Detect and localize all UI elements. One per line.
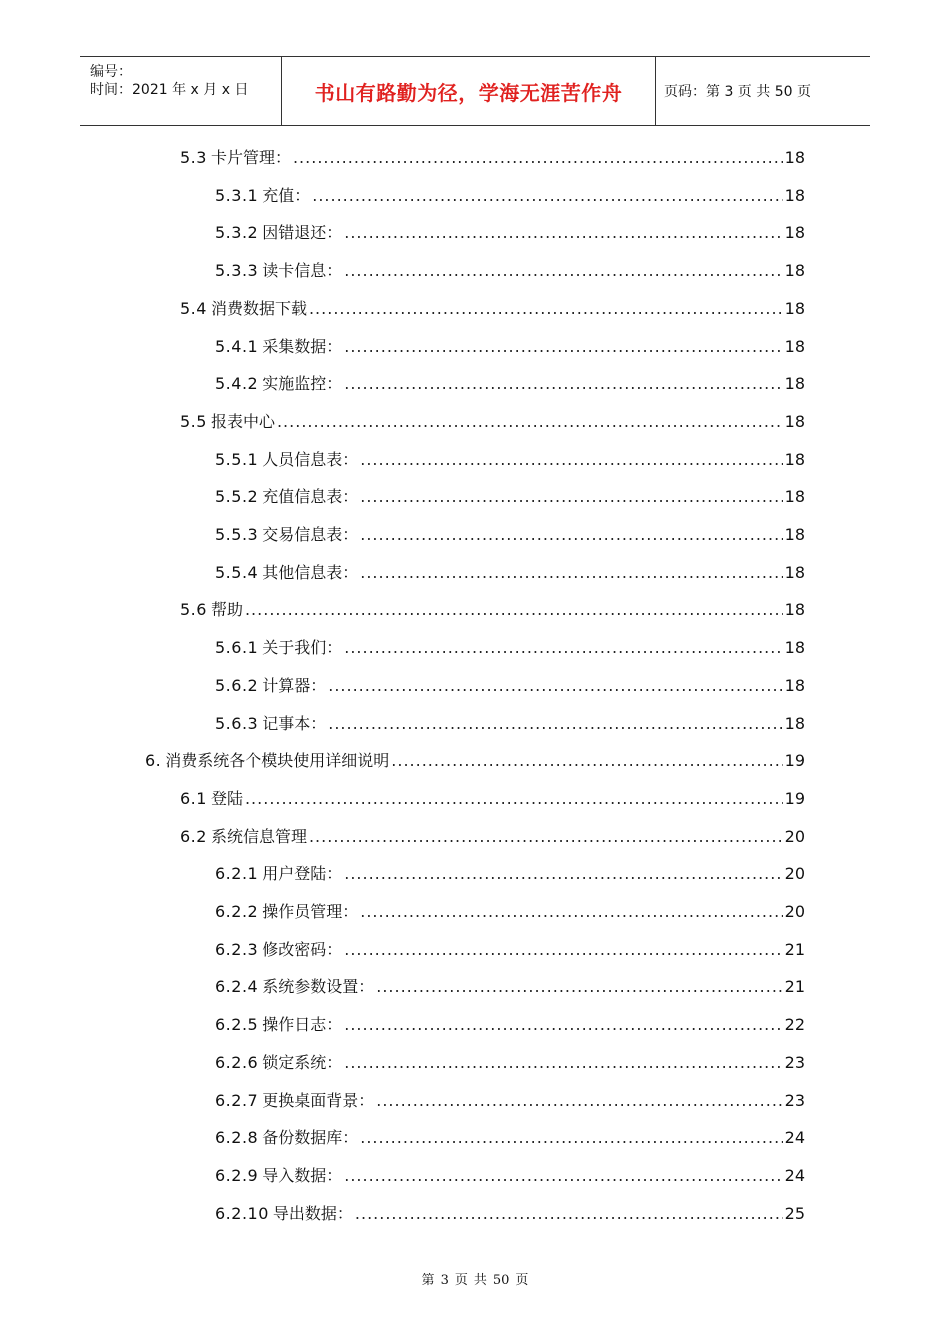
toc-entry[interactable] [215, 1201, 805, 1225]
toc-entry-number: 5.4.1 [215, 337, 259, 356]
header-motto: 书山有路勤为径，学海无涯苦作舟 [314, 80, 623, 105]
toc-entry-page: 19 [784, 751, 805, 770]
toc-entry-title: 导出数据： [272, 1204, 353, 1223]
header-page-cell [656, 57, 870, 125]
toc-entry-title: 关于我们： [262, 638, 343, 657]
toc-entry-title: 帮助 [210, 600, 243, 619]
toc-entry-title: 交易信息表： [262, 525, 359, 544]
document-time-label: 时间：2021 年 x 月 x 日 [90, 82, 249, 98]
toc-entry-number: 5.5.4 [215, 563, 259, 582]
toc-entry[interactable] [180, 597, 805, 621]
toc-entry[interactable] [215, 183, 805, 207]
toc-entry-number: 6.2.9 [215, 1166, 259, 1185]
toc-entry[interactable] [215, 711, 805, 735]
toc-entry-page: 18 [784, 186, 805, 205]
toc-entry-page: 18 [784, 525, 805, 544]
toc-entry-page: 20 [784, 864, 805, 883]
toc-entry[interactable] [180, 824, 805, 848]
toc-leader-dots [360, 1128, 782, 1147]
header-meta-cell [80, 57, 282, 125]
toc-entry-page: 22 [784, 1015, 805, 1034]
toc-entry-number: 5.6 [180, 600, 207, 619]
footer-page-number: 3 [440, 1273, 449, 1288]
toc-entry-page: 24 [784, 1166, 805, 1185]
toc-leader-dots [309, 299, 783, 318]
toc-entry-number: 5.5.2 [215, 487, 259, 506]
toc-entry-page: 18 [784, 337, 805, 356]
toc-leader-dots [360, 902, 782, 921]
document-number-label: 编号： [90, 64, 132, 80]
toc-leader-dots [344, 638, 782, 657]
toc-entry[interactable] [215, 522, 805, 546]
toc-entry-page: 18 [784, 374, 805, 393]
toc-entry[interactable] [180, 296, 805, 320]
toc-entry-title: 实施监控： [262, 374, 343, 393]
page-footer [0, 1269, 950, 1288]
toc-leader-dots [293, 148, 783, 167]
toc-leader-dots [360, 525, 782, 544]
toc-entry-number: 6.2.10 [215, 1204, 269, 1223]
toc-entry-number: 6.2.5 [215, 1015, 259, 1034]
toc-entry-page: 18 [784, 261, 805, 280]
toc-entry-page: 20 [784, 827, 805, 846]
toc-leader-dots [277, 412, 783, 431]
toc-entry-page: 18 [784, 223, 805, 242]
toc-entry-number: 6.2.1 [215, 864, 259, 883]
toc-entry-page: 18 [784, 148, 805, 167]
toc-entry[interactable] [215, 974, 805, 998]
footer-total-prefix: 共 [473, 1273, 487, 1288]
toc-entry-page: 23 [784, 1053, 805, 1072]
toc-entry-number: 5.3.3 [215, 261, 259, 280]
footer-page-unit: 页 [454, 1273, 468, 1288]
toc-leader-dots [344, 1166, 782, 1185]
toc-entry-number: 5.3.1 [215, 186, 259, 205]
toc-entry-number: 5.5.3 [215, 525, 259, 544]
toc-entry-number: 6.2.2 [215, 902, 259, 921]
toc-entry-number: 6.2.8 [215, 1128, 259, 1147]
toc-entry[interactable] [215, 937, 805, 961]
toc-entry-title: 因错退还： [262, 223, 343, 242]
toc-entry-page: 21 [784, 977, 805, 996]
toc-entry-number: 6.2.3 [215, 940, 259, 959]
toc-leader-dots [245, 789, 783, 808]
toc-entry-page: 18 [784, 676, 805, 695]
toc-entry[interactable] [215, 220, 805, 244]
toc-leader-dots [391, 751, 782, 770]
toc-entry[interactable] [215, 899, 805, 923]
toc-entry-title: 报表中心 [210, 412, 275, 431]
toc-entry-page: 18 [784, 299, 805, 318]
toc-entry[interactable] [215, 673, 805, 697]
toc-leader-dots [360, 563, 782, 582]
toc-entry-title: 采集数据： [262, 337, 343, 356]
toc-entry-title: 更换桌面背景： [262, 1091, 375, 1110]
toc-entry-title: 系统参数设置： [262, 977, 375, 996]
toc-leader-dots [344, 940, 782, 959]
toc-leader-dots [344, 223, 782, 242]
toc-entry[interactable] [215, 1088, 805, 1112]
toc-entry-page: 19 [784, 789, 805, 808]
toc-leader-dots [360, 487, 782, 506]
toc-entry-title: 其他信息表： [262, 563, 359, 582]
toc-entry-title: 登陆 [210, 789, 243, 808]
toc-entry[interactable] [215, 635, 805, 659]
toc-entry[interactable] [215, 861, 805, 885]
toc-leader-dots [360, 450, 782, 469]
toc-leader-dots [309, 827, 783, 846]
toc-entry-number: 6.1 [180, 789, 207, 808]
toc-leader-dots [376, 977, 782, 996]
toc-entry-title: 导入数据： [262, 1166, 343, 1185]
toc-entry[interactable] [215, 371, 805, 395]
footer-total-pages: 50 [492, 1273, 510, 1288]
toc-entry-title: 备份数据库： [262, 1128, 359, 1147]
toc-entry-page: 20 [784, 902, 805, 921]
toc-leader-dots [344, 261, 782, 280]
toc-entry-number: 5.6.3 [215, 714, 259, 733]
toc-entry[interactable] [215, 334, 805, 358]
toc-entry[interactable] [215, 447, 805, 471]
toc-entry-page: 21 [784, 940, 805, 959]
toc-entry-page: 18 [784, 714, 805, 733]
toc-entry-title: 系统信息管理 [210, 827, 307, 846]
toc-entry-number: 5.4 [180, 299, 207, 318]
footer-total-unit: 页 [515, 1273, 529, 1288]
toc-entry-page: 18 [784, 487, 805, 506]
toc-entry-page: 18 [784, 638, 805, 657]
toc-leader-dots [245, 600, 783, 619]
toc-entry-page: 18 [784, 600, 805, 619]
toc-entry-number: 5.5 [180, 412, 207, 431]
header-page-info: 页码：第 3 页 共 50 页 [664, 84, 811, 100]
toc-leader-dots [344, 864, 782, 883]
toc-entry-title: 修改密码： [262, 940, 343, 959]
toc-entry-title: 操作日志： [262, 1015, 343, 1034]
toc-entry-title: 读卡信息： [262, 261, 343, 280]
toc-entry-number: 5.3 [180, 148, 207, 167]
toc-leader-dots [355, 1204, 783, 1223]
toc-entry-title: 卡片管理： [210, 148, 291, 167]
toc-leader-dots [328, 714, 782, 733]
toc-entry[interactable] [180, 409, 805, 433]
toc-entry[interactable] [215, 1012, 805, 1036]
page-header [80, 56, 870, 126]
toc-entry-number: 5.6.1 [215, 638, 259, 657]
toc-entry-number: 6. [145, 751, 162, 770]
toc-entry-number: 6.2.7 [215, 1091, 259, 1110]
toc-entry-number: 5.4.2 [215, 374, 259, 393]
toc-entry-number: 5.3.2 [215, 223, 259, 242]
toc-entry-number: 6.2.4 [215, 977, 259, 996]
toc-entry-title: 消费系统各个模块使用详细说明 [165, 751, 390, 770]
toc-entry[interactable] [180, 786, 805, 810]
toc-entry-page: 18 [784, 450, 805, 469]
toc-entry-title: 计算器： [262, 676, 327, 695]
toc-entry[interactable] [215, 1050, 805, 1074]
toc-entry-page: 25 [784, 1204, 805, 1223]
toc-entry-page: 23 [784, 1091, 805, 1110]
toc-entry-number: 5.6.2 [215, 676, 259, 695]
toc-entry-page: 18 [784, 412, 805, 431]
toc-entry-title: 操作员管理： [262, 902, 359, 921]
toc-entry[interactable] [215, 560, 805, 584]
toc-leader-dots [312, 186, 782, 205]
toc-entry-title: 锁定系统： [262, 1053, 343, 1072]
toc-entry-title: 充值： [262, 186, 311, 205]
toc-entry-title: 记事本： [262, 714, 327, 733]
header-motto-cell [282, 57, 656, 125]
toc-entry-title: 人员信息表： [262, 450, 359, 469]
toc-entry-number: 6.2 [180, 827, 207, 846]
toc-entry-number: 5.5.1 [215, 450, 259, 469]
toc-leader-dots [328, 676, 782, 695]
toc-entry[interactable] [215, 258, 805, 282]
toc-entry-title: 消费数据下载 [210, 299, 307, 318]
footer-prefix: 第 [421, 1273, 435, 1288]
toc-entry-page: 24 [784, 1128, 805, 1147]
toc-entry[interactable] [215, 1125, 805, 1149]
toc-entry[interactable] [215, 484, 805, 508]
toc-leader-dots [344, 337, 782, 356]
toc-entry[interactable] [180, 145, 805, 169]
toc-leader-dots [344, 1053, 782, 1072]
toc-entry[interactable] [215, 1163, 805, 1187]
toc-leader-dots [344, 1015, 782, 1034]
toc-leader-dots [344, 374, 782, 393]
toc-entry-page: 18 [784, 563, 805, 582]
toc-entry-title: 用户登陆： [262, 864, 343, 883]
toc-entry-number: 6.2.6 [215, 1053, 259, 1072]
toc-leader-dots [376, 1091, 782, 1110]
toc-entry-title: 充值信息表： [262, 487, 359, 506]
toc-entry[interactable] [145, 748, 805, 772]
